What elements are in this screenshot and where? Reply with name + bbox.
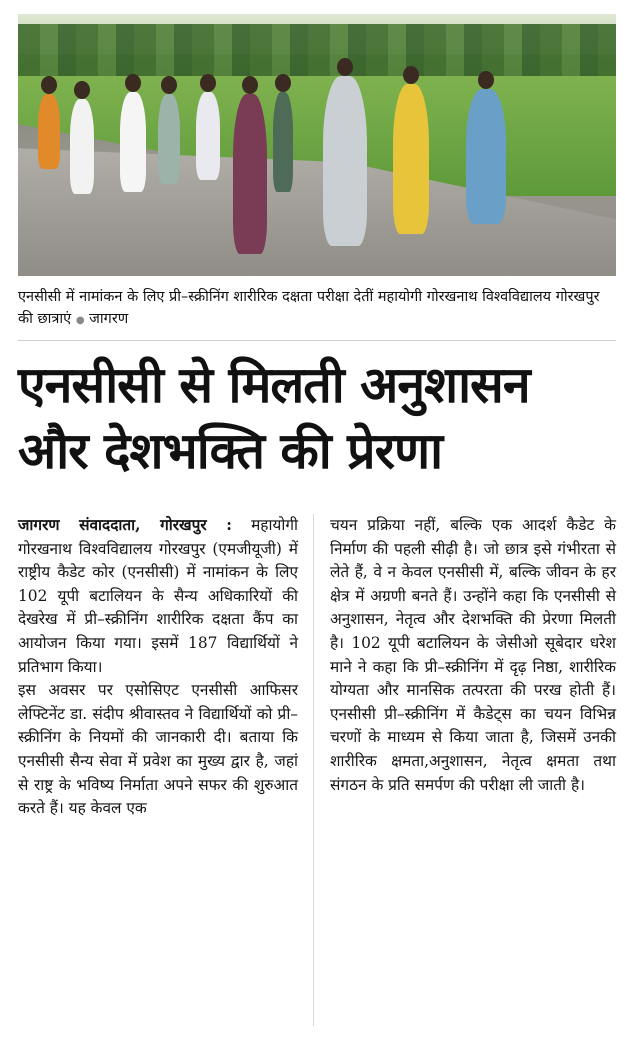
dateline: जागरण संवाददाता, गोरखपुर : bbox=[18, 516, 232, 534]
bullet-icon: ● bbox=[75, 315, 85, 326]
runner-figure bbox=[323, 76, 367, 246]
runner-figure bbox=[38, 94, 60, 169]
caption-text: एनसीसी में नामांकन के लिए प्री–स्क्रीनिंग शारीरिक दक्षता परीक्षा देतीं महायोगी गोरखनाथ विश्वविद्यालय गोरखपुर की छात्राएं bbox=[18, 289, 600, 327]
runner-figure bbox=[466, 89, 506, 224]
runner-figure bbox=[233, 94, 267, 254]
divider-line bbox=[18, 340, 616, 341]
article-text: महायोगी गोरखनाथ विश्वविद्यालय गोरखपुर (एमजीयूजी) में राष्ट्रीय कैडेट कोर (एनसीसी) में नामांकन के लिए 102 यूपी बटालियन के सैन्य अधिकारियों की देखरेख में प्री–स्क्रीनिंग शारीरिक दक्षता कैंप का आयोजन किया गया। इसमें 187 विद्यार्थियों ने प्रतिभाग किया। bbox=[18, 516, 298, 676]
article-column-right bbox=[330, 514, 616, 797]
headline-line-1: एनसीसी से मिलती अनुशासन bbox=[18, 356, 530, 414]
photo-trees bbox=[18, 24, 616, 84]
runner-figure bbox=[273, 92, 293, 192]
runner-figure bbox=[158, 94, 180, 184]
article-paragraph: इस अवसर पर एसोसिएट एनसीसी आफिसर लेफ्टिनेंट डा. संदीप श्रीवास्तव ने विद्यार्थियों को प्री–स्क्रीनिंग के नियमों की जानकारी दी। बताया कि एनसीसी सैन्य सेवा में प्रवेश का मुख्य द्वार है, जहां से राष्ट्र के भविष्य निर्माता अपने सफर की शुरुआत करते हैं। यह केवल एक bbox=[18, 681, 298, 818]
runner-figure bbox=[196, 92, 220, 180]
news-photo bbox=[18, 14, 616, 276]
headline-line-2: और देशभक्ति की प्रेरणा bbox=[18, 422, 443, 480]
column-divider bbox=[313, 514, 314, 1026]
article-paragraph bbox=[18, 514, 298, 679]
runner-figure bbox=[393, 84, 429, 234]
article-column-left bbox=[18, 514, 298, 821]
caption-credit: जागरण bbox=[89, 311, 129, 327]
headline bbox=[18, 352, 618, 484]
runner-figure bbox=[120, 92, 146, 192]
photo-caption bbox=[18, 286, 616, 332]
article-paragraph: चयन प्रक्रिया नहीं, बल्कि एक आदर्श कैडेट के निर्माण की पहली सीढ़ी है। जो छात्र इसे गंभीरता से लेते हैं, वे न केवल एनसीसी में, बल्कि जीवन के हर क्षेत्र में अग्रणी बनते हैं। उन्होंने कहा कि एनसीसी से अनुशासन, नेतृत्व और देशभक्ति की प्रेरणा मिलती है। 102 यूपी बटालियन के जेसीओ सूबेदार धरेश माने ने कहा कि प्री–स्क्रीनिंग में दृढ़ निष्ठा, शारीरिक योग्यता और मानसिक तत्परता की परख होती हैं। एनसीसी प्री–स्क्रीनिंग में कैडेट्स का चयन विभिन्न चरणों के माध्यम से किया जाता है, जिसमें उनकी शारीरिक क्षमता,अनुशासन, नेतृत्व क्षमता तथा संगठन के प्रति समर्पण की परीक्षा ली जाती है। bbox=[330, 516, 616, 794]
runner-figure bbox=[70, 99, 94, 194]
